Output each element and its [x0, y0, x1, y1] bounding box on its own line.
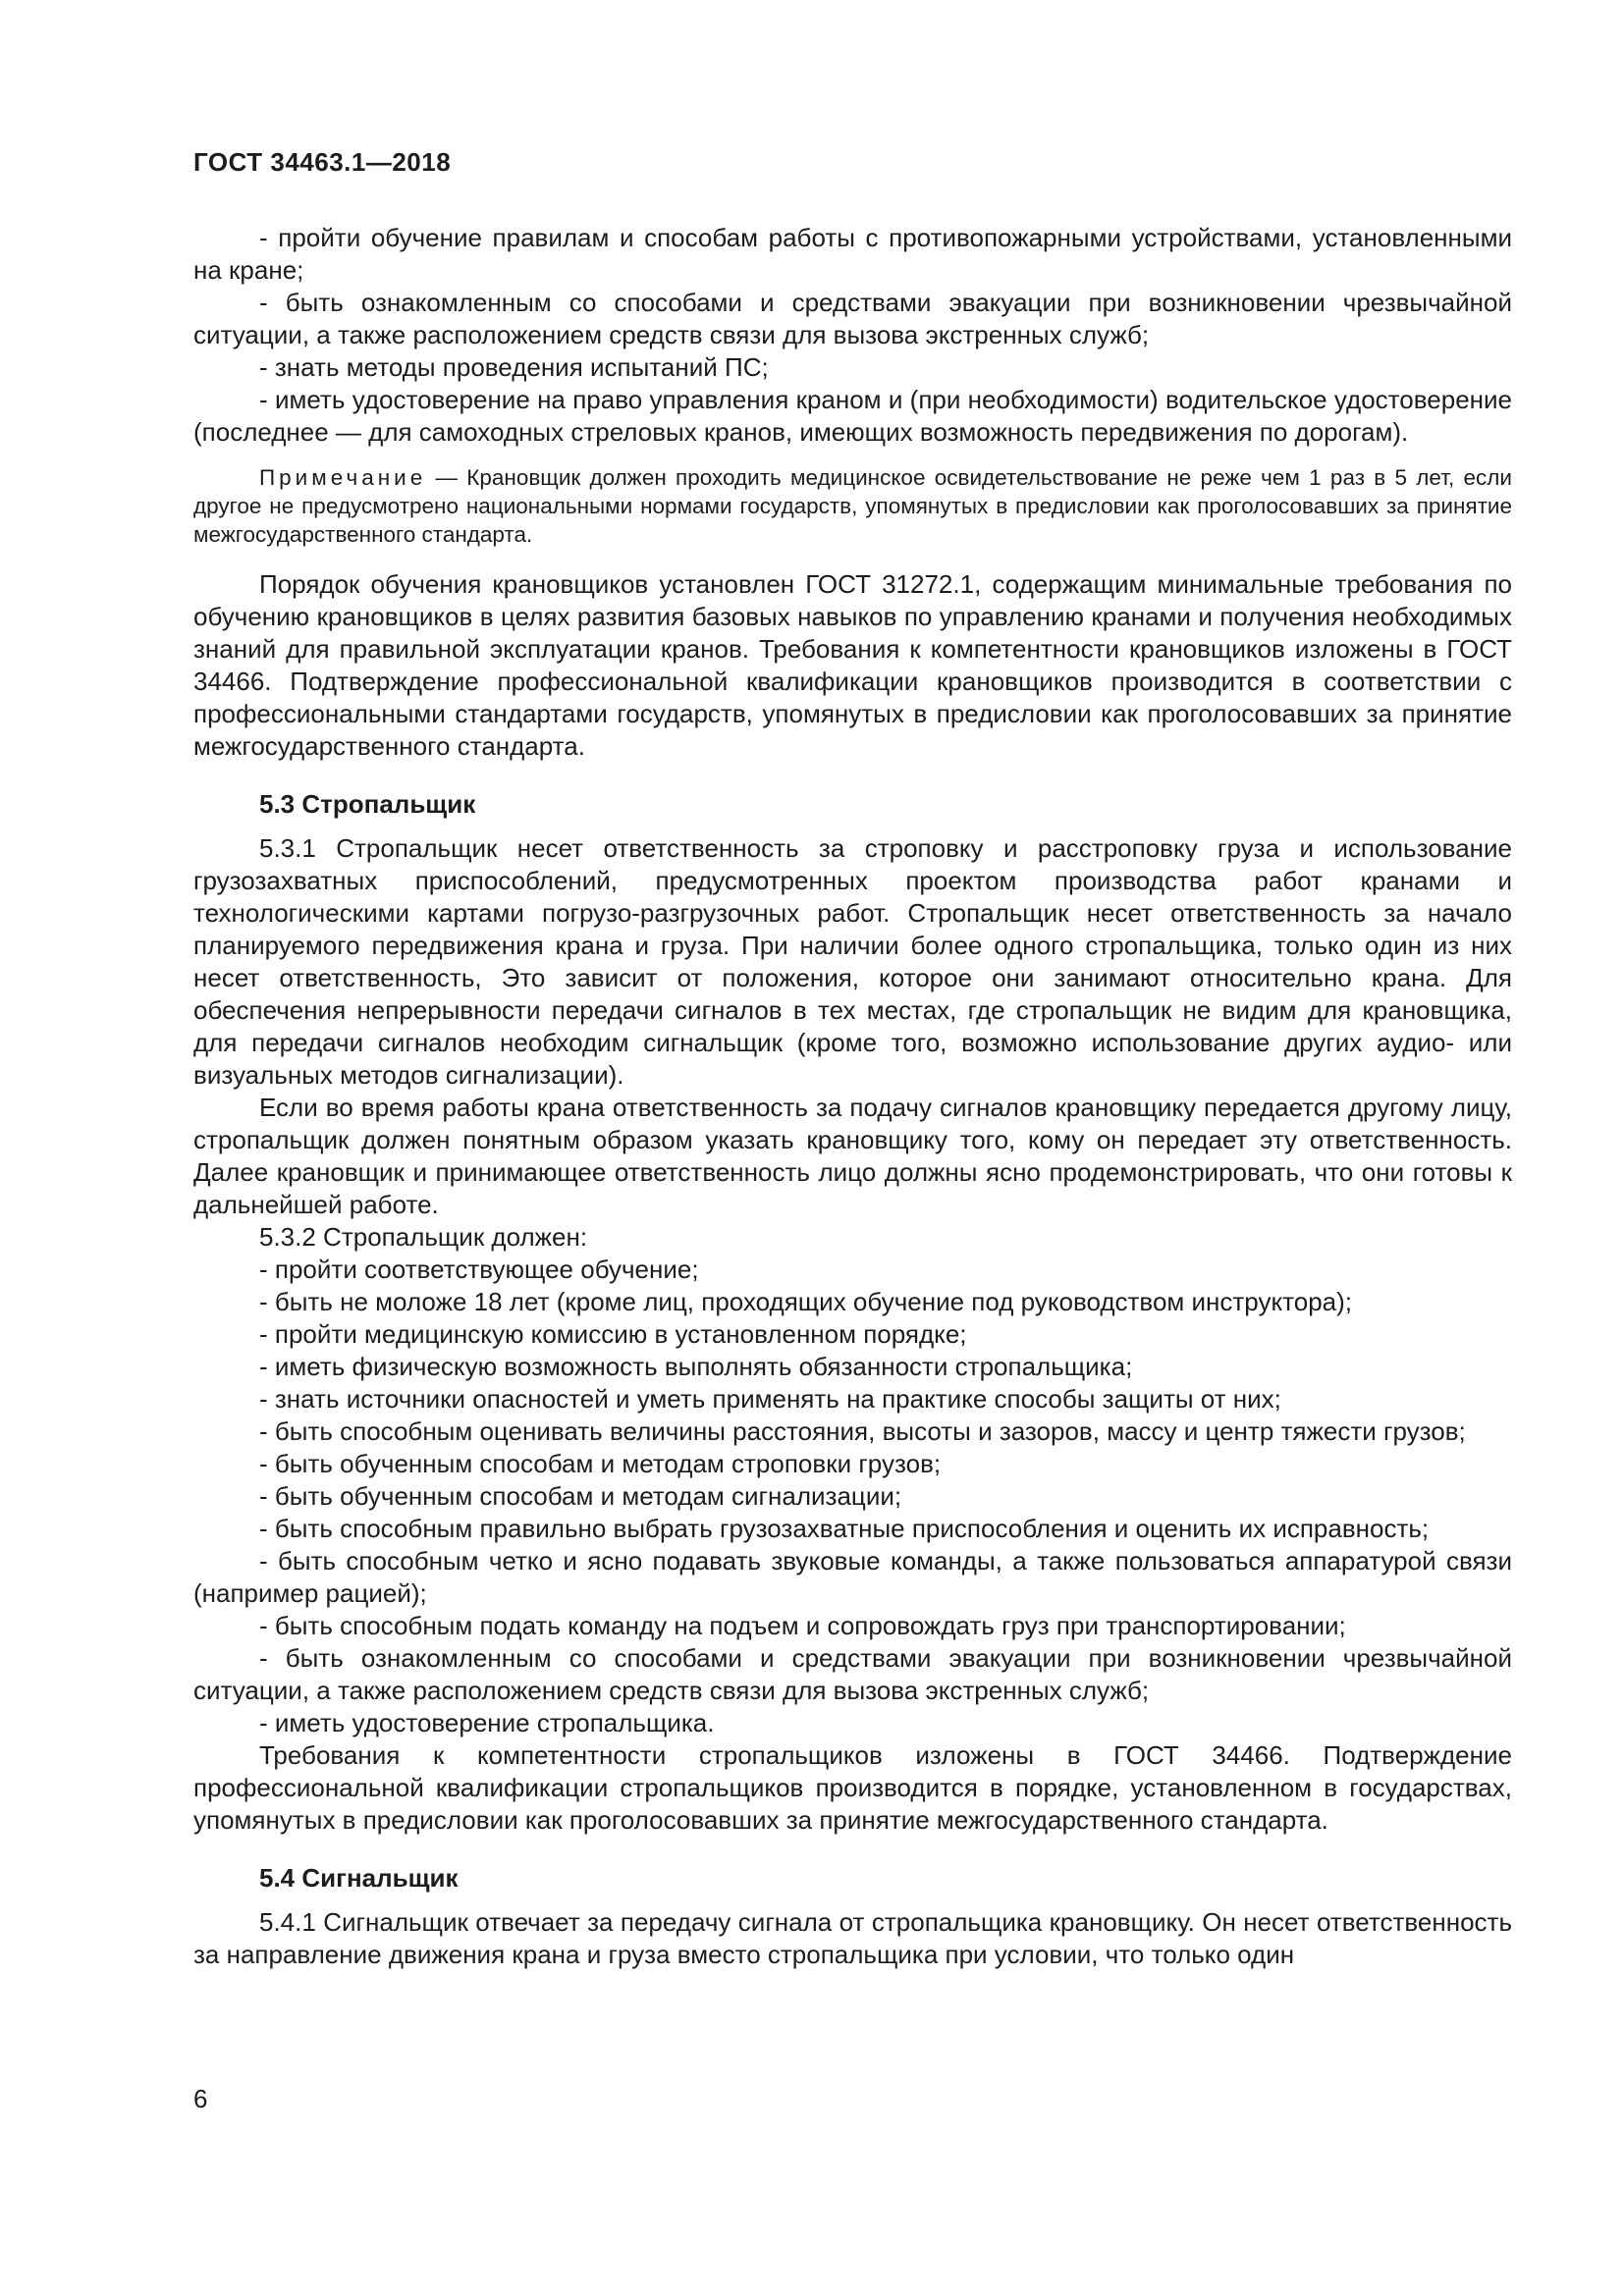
list-item: - пройти соответствующее обучение;: [259, 1255, 699, 1284]
list-item: - быть обученным способам и методам строповки грузов;: [259, 1449, 942, 1478]
paragraph: Порядок обучения крановщиков установлен ГОСТ 31272.1, содержащим минимальные требования по обучению крановщиков в целях развития базовых навыков по управлению кранами и получения необходимых знаний для правильной эксплуатации кранов. Требования к компетентности крановщиков изложены в ГОСТ 34466. Подтверждение профессиональной квалификации крановщиков производится в соответствии с профессиональными стандартами государств, упомянутых в предисловии как проголосовавших за принятие межгосударственного стандарта.: [193, 569, 1512, 761]
list-item: - быть способным правильно выбрать грузозахватные приспособления и оценить их исправность;: [259, 1514, 1430, 1543]
list-item: - быть ознакомленным со способами и средствами эвакуации при возникновении чрезвычайной ситуации, а также расположением средств связи для вызова экстренных служб;: [193, 1643, 1512, 1705]
list-item: - быть обученным способам и методам сигнализации;: [259, 1481, 902, 1511]
list-item: - знать методы проведения испытаний ПС;: [259, 352, 769, 382]
paragraph: 5.3.1 Стропальщик несет ответственность за строповку и расстроповку груза и использование грузозахватных приспособлений, предусмотренных проектом производства работ кранами и технологическими картами погрузо-разгрузочных работ. Стропальщик несет ответственность за начало планируемого передвижения крана и груза. При наличии более одного стропальщика, только один из них несет ответственность, Это зависит от положения, которое они занимают относительно крана. Для обеспечения непрерывности передачи сигналов в тех местах, где стропальщик не видим для крановщика, для передачи сигналов необходим сигнальщик (кроме того, возможно использование других аудио- или визуальных методов сигнализации).: [193, 833, 1512, 1090]
page-number: 6: [193, 2084, 208, 2113]
paragraph: Требования к компетентности стропальщиков изложены в ГОСТ 34466. Подтверждение профессиональной квалификации стропальщиков производится в порядке, установленном в государствах, упомянутых в предисловии как проголосовавших за принятие межгосударственного стандарта.: [193, 1740, 1512, 1835]
note-label: Примечание: [259, 465, 427, 490]
list-item: - быть способным подать команду на подъем и сопровождать груз при транспортировании;: [259, 1611, 1346, 1640]
document-header: ГОСТ 34463.1—2018: [193, 147, 452, 177]
list-item: - знать источники опасностей и уметь применять на практике способы защиты от них;: [259, 1384, 1281, 1414]
section-title: 5.3 Стропальщик: [259, 789, 476, 819]
section-title: 5.4 Сигнальщик: [259, 1863, 459, 1893]
list-item: - быть ознакомленным со способами и средствами эвакуации при возникновении чрезвычайной ситуации, а также расположением средств связи для вызова экстренных служб;: [193, 288, 1512, 349]
document-body: [193, 222, 1512, 1971]
list-item: - быть способным оценивать величины расстояния, высоты и зазоров, массу и центр тяжести грузов;: [259, 1416, 1466, 1446]
list-item: - иметь физическую возможность выполнять обязанности стропальщика;: [259, 1352, 1133, 1381]
paragraph: 5.4.1 Сигнальщик отвечает за передачу сигнала от стропальщика крановщику. Он несет ответственность за направление движения крана и груза вместо стропальщика при условии, что только один: [193, 1907, 1512, 1969]
list-item: - пройти медицинскую комиссию в установленном порядке;: [259, 1319, 967, 1349]
note-paragraph: [193, 463, 1512, 549]
paragraph: 5.3.2 Стропальщик должен:: [259, 1222, 588, 1252]
paragraph: Если во время работы крана ответственность за подачу сигналов крановщику передается другому лицу, стропальщик должен понятным образом указать крановщику того, кому он передает эту ответственность. Далее крановщик и принимающее ответственность лицо должны ясно продемонстрировать, что они готовы к дальнейшей работе.: [193, 1093, 1512, 1219]
list-item: - быть способным четко и ясно подавать звуковые команды, а также пользоваться аппаратурой связи (например рацией);: [193, 1546, 1512, 1608]
list-item: - иметь удостоверение стропальщика.: [259, 1708, 715, 1737]
note-text: — Крановщик должен проходить медицинское освидетельствование не реже чем 1 раз в 5 лет, если другое не предусмотрено национальными нормами государств, упомянутых в предисловии как проголосовавших за принятие межгосударственного стандарта.: [193, 465, 1512, 547]
list-item: - пройти обучение правилам и способам работы с противопожарными устройствами, установленными на кране;: [193, 223, 1512, 285]
list-item: - иметь удостоверение на право управления краном и (при необходимости) водительское удостоверение (последнее — для самоходных стреловых кранов, имеющих возможность передвижения по дорогам).: [193, 385, 1512, 447]
list-item: - быть не моложе 18 лет (кроме лиц, проходящих обучение под руководством инструктора);: [259, 1287, 1353, 1316]
